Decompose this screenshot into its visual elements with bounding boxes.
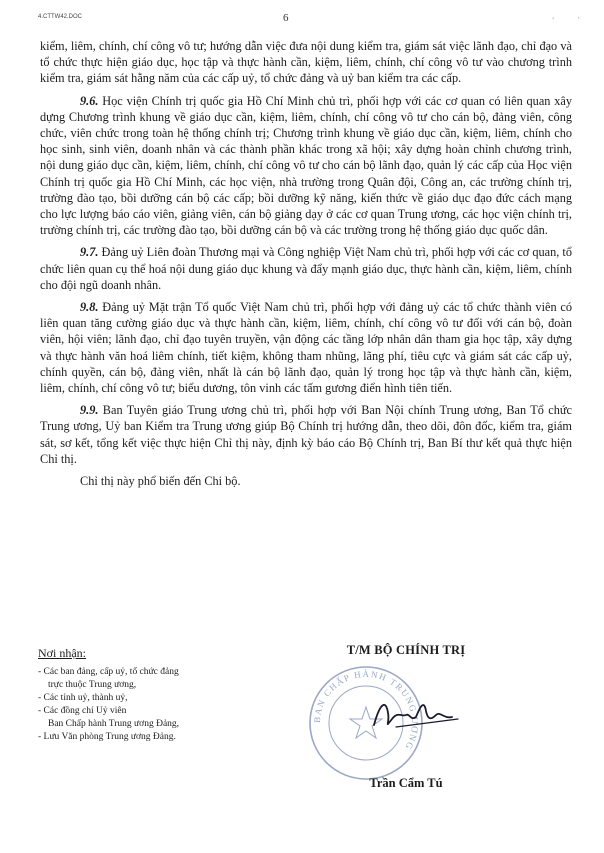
item-9-7 — [40, 244, 572, 293]
recipients-heading: Nơi nhận: — [38, 646, 87, 660]
item-text: Đảng uỷ Liên đoàn Thương mại và Công nghiệp Việt Nam chủ trì, phối hợp với các cơ quan, tổ chức liên quan cụ thể hoá nội dung giáo dục khung và đẩy mạnh giáo dục, thực hành cần, kiệm, liêm, chính cho đội ngũ doanh nhân. — [40, 245, 572, 292]
signatory-title: T/M BỘ CHÍNH TRỊ — [346, 643, 466, 657]
recipient-line: - Các ban đảng, cấp uỷ, tổ chức đảng — [38, 667, 179, 677]
recipients-block — [38, 647, 268, 744]
item-9-9 — [40, 402, 572, 467]
page-number: 6 — [283, 12, 289, 24]
item-9-6 — [40, 93, 572, 239]
item-number: 9.8. — [80, 300, 99, 315]
intro-paragraph: kiểm, liêm, chính, chí công vô tư; hướng dẫn việc đưa nội dung kiểm tra, giám sát việc lãnh đạo, chỉ đạo và tổ chức thực hiện giáo dục, học tập và thực hành cần, kiệm, liêm, chính, chí công vô tư vào chương trình kiểm tra, giám sát hằng năm của các cấp uỷ, tổ chức đảng và uỷ ban kiểm tra các cấp. — [40, 39, 572, 86]
item-text: Đảng uỷ Mặt trận Tổ quốc Việt Nam chủ trì, phối hợp với đảng uỷ các tổ chức thành viên có liên quan tăng cường giáo dục và thực hành cần, kiệm, liêm, chính, chí công vô tư đối với cán bộ, đoàn viên, hội viên; lãnh đạo, chỉ đạo tuyên truyền, vận động các tầng lớp nhân dân tham gia học tập, xây dựng và thực hành văn hoá liêm chính, tiết kiệm, không tham nhũng, lãng phí, tiêu cực và giám sát các cấp uỷ, chính quyền, cán bộ, đảng viên, nhất là cán bộ lãnh đạo, quản lý trong học tập và thực hành cần, kiệm, liêm, chính, chí công vô tư; biểu dương, tôn vinh các tấm gương điển hình tiên tiến. — [40, 300, 573, 396]
seal-text: BAN CHẤP HÀNH TRUNG ƯƠNG — [311, 668, 421, 753]
recipient-line: - Lưu Văn phòng Trung ương Đảng. — [38, 732, 176, 742]
item-number: 9.7. — [80, 245, 99, 260]
recipient-line: - Các đồng chí Uỷ viên — [38, 706, 127, 716]
handwritten-signature-icon — [366, 689, 466, 739]
signatory-name: Trần Cẩm Tú — [369, 776, 443, 790]
recipient-line: Ban Chấp hành Trung ương Đảng, — [48, 719, 180, 729]
closing-statement: Chỉ thị này phổ biến đến Chi bộ. — [80, 474, 241, 489]
item-number: 9.6. — [80, 93, 99, 108]
file-code: 4.CTTW42.DOC — [38, 14, 83, 20]
recipient-line: trực thuộc Trung ương, — [48, 680, 137, 690]
item-number: 9.9. — [80, 403, 99, 418]
item-text: Ban Tuyên giáo Trung ương chủ trì, phối hợp với Ban Nội chính Trung ương, Ban Tổ chức Trung ương, Uỷ ban Kiểm tra Trung ương giúp Bộ Chính trị hướng dẫn, theo dõi, đôn đốc, kiểm tra, giám sát, sơ kết, tổng kết việc thực hiện Chỉ thị này, định kỳ báo cáo Bộ Chính trị, Ban Bí thư kết quả thực hiện Chỉ thị. — [40, 403, 572, 466]
recipient-line: - Các tỉnh uỷ, thành uỷ, — [38, 693, 128, 703]
margin-mark-1: ‘ — [552, 16, 555, 24]
item-9-8 — [40, 299, 572, 396]
margin-mark-2: ′ — [578, 16, 580, 24]
document-body — [40, 38, 572, 495]
signature-block — [296, 643, 516, 790]
item-text: Học viện Chính trị quốc gia Hồ Chí Minh chủ trì, phối hợp với các cơ quan có liên quan xây dựng Chương trình khung về giáo dục cần, kiệm, liêm, chính, chí công vô tư cho cán bộ, đảng viên, công chức, viên chức trong toàn hệ thống chính trị; Chương trình khung về giáo dục cần, kiệm, liêm, chính cho học sinh, sinh viên, doanh nhân và các thành phần khác trong xã hội; xây dựng hoàn chỉnh chương trình, nội dung giáo dục cần, kiệm, liêm, chính, chí công vô tư cho cán bộ lãnh đạo, quản lý các cấp của Học viện Chính trị quốc gia Hồ Chí Minh, các học viện, nhà trường trong Quân đội, Công an, các trường chính trị, trường đào tạo, bồi dưỡng cán bộ các cấp; bồi dưỡng kỹ năng, kiến thức về giáo dục đạo đức cách mạng cho lực lượng báo cáo viên, giảng viên, cán bộ giảng dạy ở các cơ quan Trung ương, các học viện chính trị, trường chính trị, các trường đào tạo, bồi dưỡng cán bộ và các trường trong hệ thống giáo dục quốc dân. — [40, 93, 573, 238]
